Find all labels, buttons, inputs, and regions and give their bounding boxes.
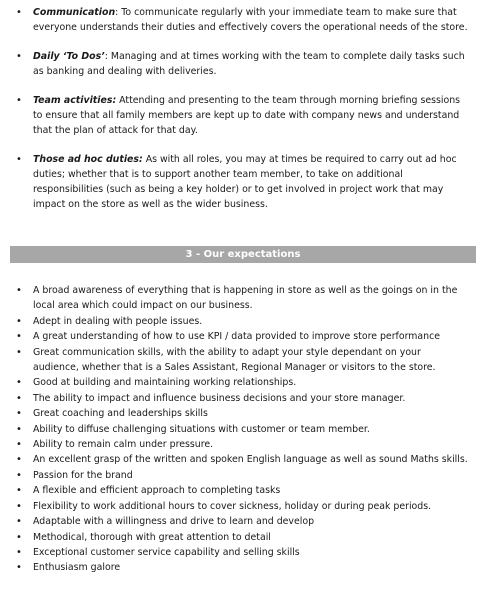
duties-list: [0, 5, 485, 226]
duty-text: As with all roles, you may at times be required to carry out ad hoc duties; whether that is to support another team member, to take on additional responsibilities (such as being a key holder) or to get involved in project work that may impact on the store as well as the wider business.: [33, 154, 457, 210]
list-item-text: Passion for the brand: [33, 469, 133, 481]
list-item-text: An excellent grasp of the written and spoken English language as well as sound Maths skills.: [33, 454, 468, 466]
bullet-icon: •: [16, 377, 22, 389]
list-item: [0, 406, 485, 421]
list-item: [0, 560, 485, 575]
duty-text: : Managing and at times working with the team to complete daily tasks such as banking and dealing with deliveries.: [33, 51, 465, 77]
duty-title: Team activities:: [33, 95, 117, 106]
list-item: [0, 499, 485, 514]
list-item-text: The ability to impact and influence business decisions and your store manager.: [33, 392, 406, 404]
list-item-text: Great communication skills, with the ability to adapt your style dependant on your audience, whether that is a Sales Assistant, Regional Manager or visitors to the store.: [33, 346, 436, 374]
duty-title: Those ad hoc duties:: [33, 154, 143, 165]
duty-text: : To communicate regularly with your immediate team to make sure that everyone understands their duties and effectively covers the operational needs of the store.: [33, 7, 468, 33]
list-item-text: Good at building and maintaining working relationships.: [33, 377, 297, 389]
list-item-text: Adept in dealing with people issues.: [33, 315, 203, 327]
list-item: [0, 452, 485, 467]
list-item: [0, 314, 485, 329]
duty-text: Attending and presenting to the team through morning briefing sessions to ensure that all family members are kept up to date with company news and understand that the plan of attack for that day.: [33, 95, 461, 136]
list-item: [0, 391, 485, 406]
bullet-icon: •: [16, 408, 22, 420]
list-item: [0, 545, 485, 560]
bullet-icon: •: [16, 500, 22, 512]
list-item-text: Enthusiasm galore: [33, 562, 121, 574]
list-item: [0, 422, 485, 437]
list-item-text: Ability to diffuse challenging situations with customer or team member.: [33, 423, 370, 435]
list-item-text: Methodical, thorough with great attention to detail: [33, 531, 271, 543]
duty-item: [0, 5, 485, 35]
bullet-icon: •: [16, 392, 22, 404]
bullet-icon: •: [16, 562, 22, 574]
duty-title: Communication: [33, 7, 116, 18]
list-item-text: A great understanding of how to use KPI / data provided to improve store performance: [33, 331, 441, 343]
expectations-list: [0, 283, 485, 576]
list-item: [0, 375, 485, 390]
list-item-text: Ability to remain calm under pressure.: [33, 439, 214, 451]
bullet-icon: •: [16, 315, 22, 327]
list-item-text: Exceptional customer service capability and selling skills: [33, 546, 300, 558]
bullet-icon: •: [16, 439, 22, 451]
bullet-icon: •: [16, 95, 22, 106]
list-item-text: Great coaching and leaderships skills: [33, 408, 208, 420]
bullet-icon: •: [16, 516, 22, 528]
list-item-text: Adaptable with a willingness and drive to learn and develop: [33, 516, 315, 528]
duty-title: Daily ‘To Dos’: [33, 51, 105, 62]
list-item: [0, 437, 485, 452]
list-item: [0, 283, 485, 314]
bullet-icon: •: [16, 469, 22, 481]
section-heading: 3 - Our expectations: [10, 246, 476, 263]
bullet-icon: •: [16, 454, 22, 466]
list-item: [0, 468, 485, 483]
list-item: [0, 329, 485, 344]
list-item-text: A flexible and efficient approach to completing tasks: [33, 485, 281, 497]
duty-item: [0, 152, 485, 212]
duty-item: [0, 49, 485, 79]
bullet-icon: •: [16, 154, 22, 165]
bullet-icon: •: [16, 346, 22, 358]
duty-item: [0, 93, 485, 138]
bullet-icon: •: [16, 51, 22, 62]
bullet-icon: •: [16, 485, 22, 497]
bullet-icon: •: [16, 7, 22, 18]
bullet-icon: •: [16, 423, 22, 435]
list-item: [0, 514, 485, 529]
bullet-icon: •: [16, 531, 22, 543]
list-item-text: A broad awareness of everything that is happening in store as well as the goings on in the local area which could impact on our business.: [33, 285, 458, 312]
list-item: [0, 483, 485, 498]
bullet-icon: •: [16, 546, 22, 558]
list-item-text: Flexibility to work additional hours to cover sickness, holiday or during peak periods.: [33, 500, 432, 512]
list-item: [0, 345, 485, 376]
list-item: [0, 530, 485, 545]
bullet-icon: •: [16, 331, 22, 343]
bullet-icon: •: [16, 285, 22, 296]
